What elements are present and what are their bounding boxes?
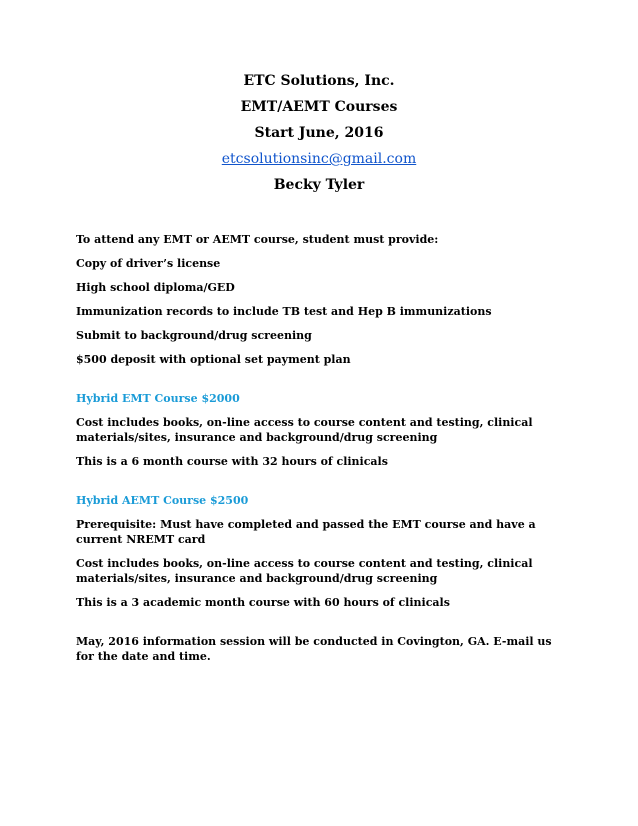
aemt-cost-description: Cost includes books, on-line access to course content and testing, clinical materials/sites, insurance and background/drug screening [76,557,533,585]
contact-name: Becky Tyler [273,177,365,193]
requirement-item: Copy of driver’s license [76,257,221,270]
emt-duration: This is a 6 month course with 32 hours of clinicals [76,455,388,468]
requirement-item: Submit to background/drug screening [76,329,312,342]
requirement-item: $500 deposit with optional set payment plan [76,353,351,366]
company-name: ETC Solutions, Inc. [243,73,395,89]
start-date: Start June, 2016 [254,125,384,141]
document-body [76,232,566,673]
emt-course-title: Hybrid EMT Course $2000 [76,392,240,405]
email-line [0,150,638,168]
requirement-item: High school diploma/GED [76,281,235,294]
emt-cost-description: Cost includes books, on-line access to course content and testing, clinical materials/sites, insurance and background/drug screening [76,416,533,444]
requirements-intro: To attend any EMT or AEMT course, student must provide: [76,233,439,246]
email-link[interactable]: etcsolutionsinc@gmail.com [221,151,417,167]
courses-heading: EMT/AEMT Courses [240,99,398,115]
spacer [76,619,566,634]
info-session-note: May, 2016 information session will be conducted in Covington, GA. E-mail us for the date and time. [76,635,552,663]
spacer [76,478,566,493]
spacer [76,376,566,391]
requirement-item: Immunization records to include TB test and Hep B immunizations [76,305,492,318]
aemt-prerequisite: Prerequisite: Must have completed and passed the EMT course and have a current NREMT card [76,518,536,546]
aemt-course-title: Hybrid AEMT Course $2500 [76,494,249,507]
document-header [0,72,638,202]
aemt-duration: This is a 3 academic month course with 60 hours of clinicals [76,596,450,609]
